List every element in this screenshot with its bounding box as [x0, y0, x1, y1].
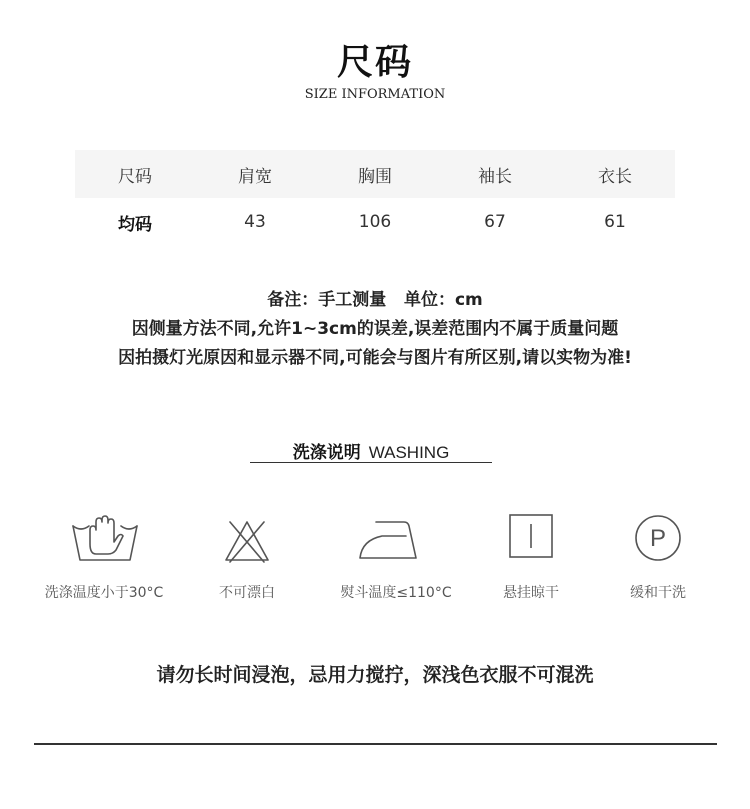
- column-header-shoulder: 肩宽: [238, 166, 272, 187]
- washing-warning: 请勿长时间浸泡，忌用力搅拧，深浅色衣服不可混洗: [156, 664, 594, 686]
- washing-title-en: WASHING: [368, 443, 450, 462]
- measurement-notes: [0, 286, 750, 373]
- no-bleach-caption: 不可漂白: [219, 585, 275, 601]
- table-row: [75, 198, 675, 246]
- cell-chest: 106: [358, 212, 392, 232]
- hand-wash-caption: 洗涤温度小于30°C: [44, 585, 164, 601]
- washing-section-title: [250, 438, 492, 463]
- bottom-divider: [34, 743, 717, 745]
- cell-size: 均码: [118, 214, 152, 235]
- dry-clean-caption: 缓和干洗: [630, 585, 686, 601]
- page-subtitle: SIZE INFORMATION: [304, 87, 446, 102]
- table-header-row: [75, 150, 675, 198]
- hand-wash-icon: [70, 514, 140, 564]
- cell-sleeve: 67: [484, 212, 506, 232]
- note-line-tolerance: 因侧量方法不同,允许1~3cm的误差,误差范围内不属于质量问题: [131, 319, 619, 339]
- hang-dry-icon: [507, 512, 555, 560]
- hang-dry-caption: 悬挂晾干: [503, 585, 559, 601]
- iron-icon: [356, 518, 420, 562]
- page-title: 尺码: [336, 42, 413, 83]
- dry-clean-p-icon: [633, 513, 683, 563]
- column-header-length: 衣长: [598, 166, 632, 187]
- dry-clean-symbol: P: [649, 525, 667, 552]
- column-header-chest: 胸围: [358, 166, 392, 187]
- note-line-unit: 备注：手工测量 单位：cm: [267, 290, 483, 310]
- no-bleach-icon: [222, 518, 272, 564]
- note-line-color-disclaimer: 因拍摄灯光原因和显示器不同,可能会与图片有所区别,请以实物为准!: [118, 348, 632, 368]
- size-table: [75, 150, 675, 246]
- cell-length: 61: [604, 212, 626, 232]
- column-header-sleeve: 袖长: [478, 166, 512, 187]
- cell-shoulder: 43: [244, 212, 266, 232]
- iron-caption: 熨斗温度≤110°C: [340, 585, 452, 601]
- column-header-size: 尺码: [118, 166, 152, 187]
- washing-title-cn: 洗涤说明: [292, 443, 361, 463]
